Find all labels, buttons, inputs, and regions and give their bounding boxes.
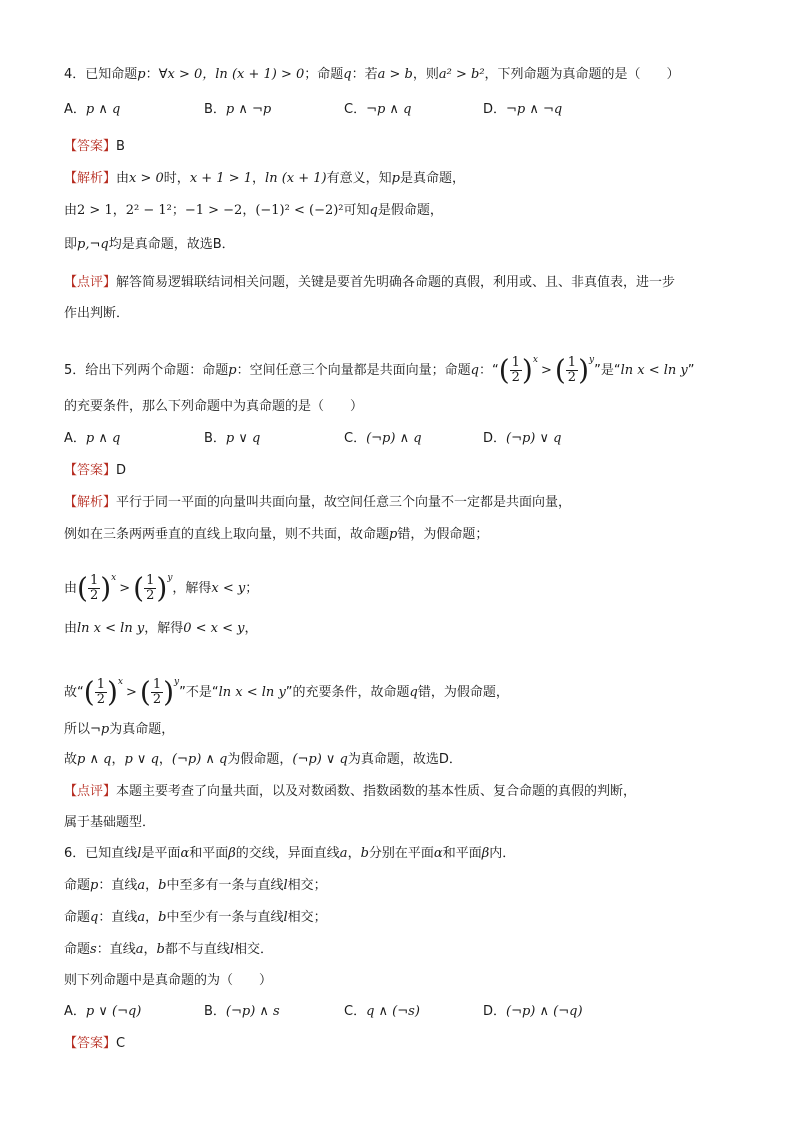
parenthesis: ( (83, 675, 95, 709)
text-fragment: p ∨ q (225, 431, 261, 446)
parenthesis: ( (498, 353, 510, 387)
text-fragment: 6．已知直线 (64, 846, 138, 861)
text-fragment: x (532, 355, 538, 365)
q6-option-d (483, 1003, 583, 1021)
text-fragment: 2 (146, 588, 155, 603)
text-fragment: 1 (511, 355, 520, 370)
text-fragment: C． (344, 431, 367, 446)
text-fragment: p ∧ q (85, 431, 121, 446)
text-fragment: 的充要条件，那么下列命题中为真命题的是（ ） (64, 399, 364, 414)
text-fragment: 为真命题， (109, 722, 175, 737)
text-fragment: 是真命题， (399, 171, 465, 186)
q4-option-b (204, 101, 271, 119)
text-fragment: (¬p) ∨ q (506, 431, 562, 446)
text-fragment: 2 (511, 370, 520, 385)
text: ；命题 (304, 67, 344, 82)
text-fragment: q (470, 363, 479, 378)
text-fragment: 都不与直线 (164, 942, 230, 957)
text-fragment: 2 (89, 588, 99, 603)
text-fragment: ln x < ln y (620, 363, 688, 378)
text-fragment: 时， (163, 171, 190, 186)
text-fragment: ” (687, 363, 695, 378)
text-fragment: a (339, 846, 348, 861)
text-fragment: ：空间任意三个向量都是共面向量；命题 (236, 363, 471, 378)
text-fragment: ：直线 (98, 878, 138, 893)
q6-option-a (64, 1003, 141, 1021)
q6-option-b (204, 1003, 280, 1021)
parenthesis: ) (578, 353, 589, 387)
text-fragment: 可知 (343, 203, 370, 218)
analysis-tag: 【解析】 (64, 171, 117, 186)
text-fragment: p (391, 171, 400, 186)
text-fragment: p (90, 878, 99, 893)
text-fragment: B． (204, 102, 226, 117)
q5-comment-line2 (64, 814, 155, 832)
text-fragment: ”不是“ (179, 685, 219, 700)
text-fragment: 由 (64, 581, 78, 596)
q6-option-c (344, 1003, 420, 1021)
text-fragment: β (481, 846, 490, 861)
q6-ask (64, 972, 272, 990)
text-fragment: l (283, 878, 288, 893)
text-fragment: ， (158, 752, 172, 767)
text-fragment: 是平面 (141, 846, 181, 861)
text-fragment: 2 (567, 370, 577, 385)
text-fragment: 【解析】 (64, 495, 117, 510)
comment-tag: 【点评】 (64, 275, 117, 290)
parenthesis: ) (156, 571, 168, 605)
q5-analysis-line2 (64, 526, 488, 544)
q4-answer (64, 138, 125, 156)
text-fragment: B． (204, 431, 226, 446)
q4-stem (64, 66, 680, 84)
text-fragment: ：“ (478, 363, 499, 378)
text-fragment: A． (64, 102, 86, 117)
text-fragment: x + 1 > 1 (189, 171, 253, 186)
parenthesis: ) (100, 571, 112, 605)
text-fragment: 相交； (287, 878, 327, 893)
text-fragment: B． (204, 1004, 226, 1019)
text-fragment: l (283, 910, 288, 925)
text-fragment: 均是真命题，故选B． (108, 237, 235, 252)
parenthesis: ) (521, 353, 533, 387)
text-fragment: ”是“ (594, 363, 621, 378)
text-fragment: b (156, 942, 165, 957)
q6-stem (64, 845, 515, 863)
text-fragment: 1 (567, 355, 577, 370)
parenthesis: ( (554, 353, 566, 387)
parenthesis: ( (139, 675, 151, 709)
q5-comment-line1 (64, 783, 636, 801)
text-fragment: ¬p ∧ ¬q (506, 102, 563, 117)
text-fragment: p,¬q (77, 237, 109, 252)
q4-option-a (64, 101, 120, 119)
parenthesis: ) (163, 675, 175, 709)
text-fragment: ¬p (90, 722, 110, 737)
text-fragment: D (116, 463, 127, 478)
q5-analysis-line3 (64, 558, 258, 609)
text-fragment: ， (347, 846, 361, 861)
text-fragment: 内． (489, 846, 516, 861)
text-fragment: (¬p) ∧ (¬q) (506, 1004, 583, 1019)
text-fragment: y (174, 677, 180, 687)
answer-value: B (116, 139, 125, 154)
text-fragment: ¬p ∧ q (366, 102, 412, 117)
text-fragment: 属于基础题型． (64, 815, 156, 830)
text-fragment: 由 (64, 203, 78, 218)
text-fragment: 1 (96, 677, 105, 692)
text-fragment: C． (344, 102, 367, 117)
text-fragment: 【答案】 (64, 1036, 117, 1051)
text-fragment: 【点评】 (64, 784, 117, 799)
text-fragment: p ∨ q (124, 752, 159, 767)
text-fragment: x > 0 (129, 171, 164, 186)
text-fragment: 所以 (64, 722, 91, 737)
math: x > 0，ln (x + 1) > 0 (167, 67, 305, 82)
math: a² > b² (438, 67, 485, 82)
text-fragment: 本题主要考查了向量共面，以及对数函数、指数函数的基本性质、复合命题的真假的判断， (116, 784, 637, 799)
text-fragment: (¬p) ∧ q (366, 431, 422, 446)
q5-option-d (483, 430, 561, 448)
text-fragment: (¬p) ∧ q (171, 752, 228, 767)
q6-proposition-s (64, 941, 273, 959)
text-fragment: q ∧ (¬s) (366, 1004, 420, 1019)
q6-answer (64, 1035, 125, 1053)
q6-proposition-q (64, 909, 327, 927)
q5-analysis-line4 (64, 620, 257, 638)
q5-stem (64, 340, 695, 391)
text-fragment: 相交； (287, 910, 327, 925)
text-fragment: p ∧ q (77, 752, 112, 767)
text-fragment: p (228, 363, 237, 378)
text-fragment: A． (64, 1004, 86, 1019)
parenthesis: ( (77, 571, 88, 605)
q4-analysis-line3 (64, 236, 235, 254)
text-fragment: 和平面 (189, 846, 229, 861)
text-fragment: y (589, 355, 595, 365)
text-fragment: C (116, 1036, 126, 1051)
text-fragment: ， (145, 878, 159, 893)
text-fragment: p ∨ (¬q) (85, 1004, 142, 1019)
math: a > b (377, 67, 413, 82)
text-fragment: β (228, 846, 236, 861)
text-fragment: 2 (96, 692, 105, 707)
q5-option-b (204, 430, 260, 448)
text-fragment: a (135, 942, 144, 957)
text-fragment: 和平面 (442, 846, 482, 861)
q6-proposition-p (64, 877, 327, 895)
text-fragment: D． (483, 1004, 507, 1019)
q4-analysis-line1 (64, 170, 465, 188)
q5-analysis-line6 (64, 721, 174, 739)
text-fragment: l (229, 942, 234, 957)
text-fragment: a (137, 910, 146, 925)
text-fragment: 分别在平面 (368, 846, 434, 861)
text-fragment: ln (x + 1) (265, 171, 327, 186)
text-fragment: ， (145, 910, 159, 925)
q5-analysis-line5 (64, 662, 509, 713)
parenthesis: ) (106, 675, 118, 709)
text-fragment: 为真命题，故选D． (347, 752, 462, 767)
q4-option-c (344, 101, 411, 119)
text-fragment: x (117, 677, 123, 687)
text-fragment: b (158, 878, 167, 893)
text-fragment: 由 (116, 171, 130, 186)
text-fragment: 命题 (64, 910, 91, 925)
q5-stem-line2 (64, 398, 363, 416)
text-fragment: 是假命题， (377, 203, 443, 218)
fraction (510, 356, 522, 385)
text-fragment: 命题 (64, 942, 91, 957)
text-fragment: 错，为假命题； (397, 527, 489, 542)
text-fragment: > (125, 685, 137, 700)
q4-analysis-line2 (64, 202, 443, 220)
text-fragment: 由 (64, 621, 78, 636)
text-fragment: α (433, 846, 443, 861)
text-fragment: (¬p) ∧ s (225, 1004, 280, 1019)
text-fragment: 例如在三条两两垂直的直线上取向量，则不共面，故命题 (64, 527, 390, 542)
text-fragment: q (409, 685, 418, 700)
text-fragment: ， (252, 171, 266, 186)
text-fragment: 相交． (234, 942, 274, 957)
parenthesis: ( (133, 571, 145, 605)
text-fragment: b (360, 846, 369, 861)
text-fragment: 平行于同一平面的向量叫共面向量，故空间任意三个向量不一定都是共面向量， (116, 495, 572, 510)
text-fragment: 【答案】 (64, 463, 117, 478)
text: ，下列命题为真命题的是（ ） (484, 67, 680, 82)
text: ，则 (412, 67, 439, 82)
text-fragment: 为假命题， (227, 752, 293, 767)
text-fragment: ； (245, 581, 259, 596)
q5-option-c (344, 430, 422, 448)
fraction (566, 356, 578, 385)
text-fragment: ， (143, 942, 157, 957)
math: q (343, 67, 352, 82)
q4-comment-line1 (64, 274, 675, 292)
text-fragment: C． (344, 1004, 367, 1019)
q5-option-a (64, 430, 120, 448)
text-fragment: ：直线 (96, 942, 136, 957)
text-fragment: p ∧ q (85, 102, 121, 117)
text-fragment: 作出判断． (64, 306, 130, 321)
text-fragment: 2 (152, 692, 162, 707)
text-fragment: 的交线，异面直线 (235, 846, 340, 861)
text-fragment: 中至少有一条与直线 (166, 910, 284, 925)
text-fragment: y (167, 573, 173, 583)
text-fragment: 故 (64, 752, 78, 767)
text-fragment: 1 (146, 573, 155, 588)
q5-analysis-line7 (64, 751, 462, 769)
q4-option-d (483, 101, 562, 119)
text-fragment: > (119, 581, 131, 596)
text: 4．已知命题 (64, 67, 138, 82)
text-fragment: 中至多有一条与直线 (166, 878, 284, 893)
text-fragment: 即 (64, 237, 78, 252)
text-fragment: D． (483, 102, 507, 117)
math: p (137, 67, 146, 82)
text-fragment: ln x < ln y (77, 621, 145, 636)
text-fragment: D． (483, 431, 507, 446)
text-fragment: q (369, 203, 378, 218)
text: ：∀ (145, 67, 168, 82)
text-fragment: 解答简易逻辑联结词相关问题，关键是要首先明确各命题的真假，利用或、且、非真值表，进一步 (116, 275, 676, 290)
text-fragment: 有意义，知 (326, 171, 392, 186)
text-fragment: ：直线 (98, 910, 138, 925)
text-fragment: ”的充要条件，故命题 (285, 685, 410, 700)
text-fragment: 2 > 1，2² − 1²；−1 > −2，(−1)² < (−2)² (77, 203, 344, 218)
text-fragment: 1 (89, 573, 99, 588)
q5-answer (64, 462, 126, 480)
text-fragment: ，解得 (172, 581, 212, 596)
q5-analysis-line1 (64, 494, 571, 512)
text-fragment: α (180, 846, 190, 861)
text-fragment: a (137, 878, 146, 893)
text-fragment: > (540, 363, 552, 378)
text-fragment: ，解得 (144, 621, 184, 636)
answer-tag: 【答案】 (64, 139, 117, 154)
text-fragment: 0 < x < y (183, 621, 245, 636)
text-fragment: A． (64, 431, 86, 446)
text: ：若 (351, 67, 378, 82)
text-fragment: s (90, 942, 97, 957)
text-fragment: x < y (211, 581, 246, 596)
text-fragment: 1 (152, 677, 162, 692)
q4-comment-line2 (64, 305, 129, 323)
text-fragment: 5．给出下列两个命题：命题 (64, 363, 229, 378)
text-fragment: 故“ (64, 685, 84, 700)
text-fragment: ln x < ln y (218, 685, 286, 700)
text-fragment: q (90, 910, 99, 925)
text-fragment: 则下列命题中是真命题的为（ ） (64, 973, 273, 988)
text-fragment: 错，为假命题， (417, 685, 509, 700)
text-fragment: x (111, 573, 117, 583)
text-fragment: p ∧ ¬p (225, 102, 272, 117)
text-fragment: ， (244, 621, 258, 636)
text-fragment: b (158, 910, 167, 925)
text-fragment: 命题 (64, 878, 91, 893)
text-fragment: ， (111, 752, 125, 767)
text-fragment: (¬p) ∨ q (292, 752, 348, 767)
text-fragment: p (389, 527, 398, 542)
text-fragment: l (137, 846, 142, 861)
